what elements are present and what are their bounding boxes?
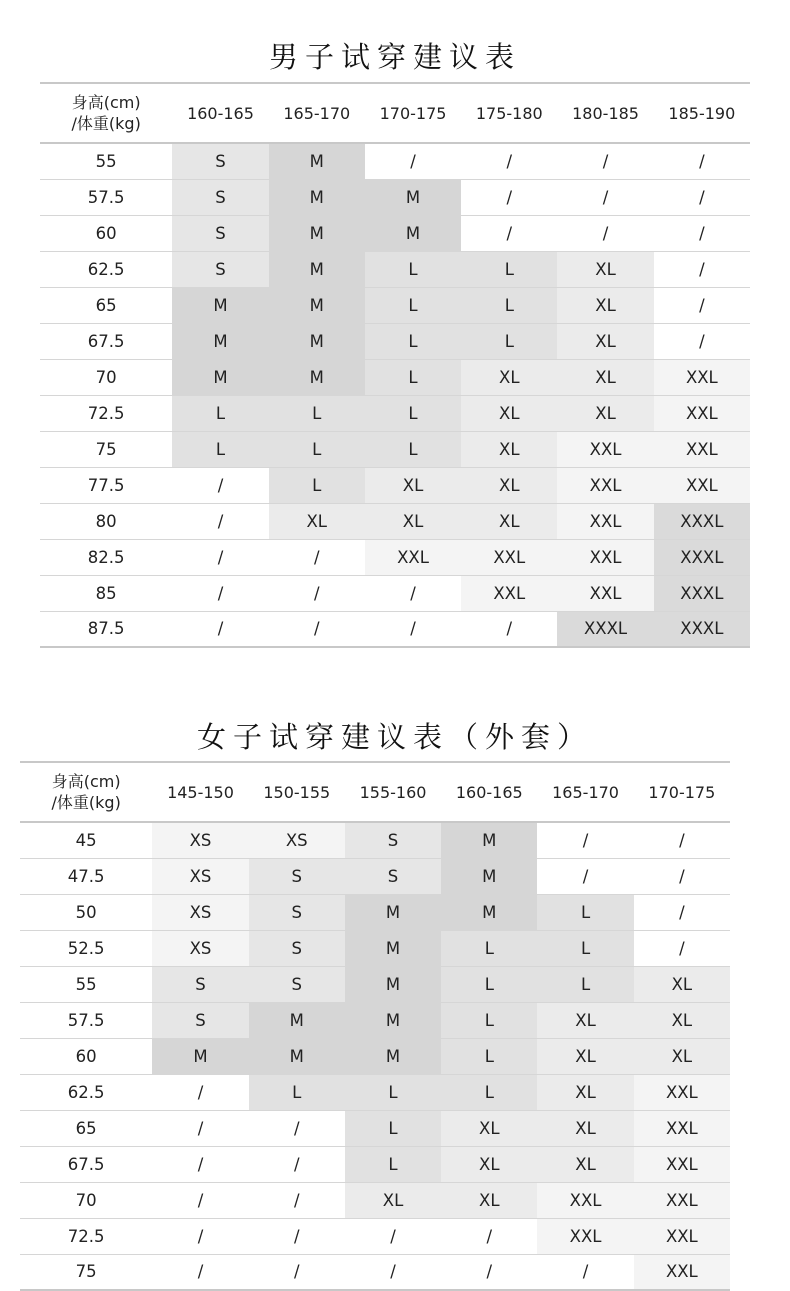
size-cell: XL — [537, 1038, 633, 1074]
size-cell: / — [441, 1218, 537, 1254]
size-cell: / — [249, 1146, 345, 1182]
size-cell: XXL — [634, 1254, 730, 1290]
size-cell: L — [345, 1110, 441, 1146]
size-cell: / — [537, 858, 633, 894]
size-cell: L — [441, 966, 537, 1002]
size-cell: / — [249, 1218, 345, 1254]
size-cell: M — [269, 323, 365, 359]
weight-cell: 82.5 — [40, 539, 172, 575]
size-cell: / — [152, 1110, 248, 1146]
size-cell: M — [365, 215, 461, 251]
size-cell: XL — [461, 359, 557, 395]
weight-cell: 47.5 — [20, 858, 152, 894]
size-cell: L — [269, 467, 365, 503]
size-cell: XL — [557, 251, 653, 287]
size-cell: S — [172, 215, 268, 251]
size-cell: XL — [634, 1002, 730, 1038]
size-cell: / — [461, 143, 557, 179]
weight-cell: 85 — [40, 575, 172, 611]
size-cell: / — [634, 858, 730, 894]
size-cell: XXL — [557, 431, 653, 467]
table-row — [20, 1074, 730, 1110]
table-row — [20, 894, 730, 930]
size-cell: XXL — [537, 1182, 633, 1218]
size-cell: M — [441, 858, 537, 894]
women-table-title: 女子试穿建议表（外套） — [196, 720, 593, 755]
size-cell: M — [345, 966, 441, 1002]
weight-cell: 77.5 — [40, 467, 172, 503]
height-header: 180-185 — [557, 83, 653, 143]
size-cell: / — [654, 323, 750, 359]
size-cell: XS — [152, 822, 248, 858]
corner-label — [20, 762, 152, 822]
weight-cell: 55 — [40, 143, 172, 179]
weight-cell: 62.5 — [20, 1074, 152, 1110]
weight-cell: 55 — [20, 966, 152, 1002]
table-row — [20, 822, 730, 858]
size-cell: XXL — [461, 539, 557, 575]
size-cell: M — [152, 1038, 248, 1074]
size-cell: / — [269, 611, 365, 647]
table-row — [20, 1182, 730, 1218]
table-row — [40, 575, 750, 611]
size-cell: XL — [345, 1182, 441, 1218]
table-row — [20, 1254, 730, 1290]
size-cell: XL — [461, 431, 557, 467]
size-cell: S — [152, 1002, 248, 1038]
size-cell: L — [345, 1146, 441, 1182]
table-row — [20, 966, 730, 1002]
size-cell: M — [441, 822, 537, 858]
size-cell: L — [345, 1074, 441, 1110]
size-cell: XL — [537, 1146, 633, 1182]
height-unit-label: 身高(cm) — [51, 772, 121, 791]
size-cell: XXXL — [654, 611, 750, 647]
size-cell: / — [461, 179, 557, 215]
size-cell: S — [249, 930, 345, 966]
size-cell: / — [654, 215, 750, 251]
size-cell: S — [249, 858, 345, 894]
size-cell: M — [345, 930, 441, 966]
size-cell: XL — [557, 395, 653, 431]
size-cell: L — [249, 1074, 345, 1110]
size-cell: M — [269, 179, 365, 215]
size-cell: / — [172, 611, 268, 647]
table-row — [40, 431, 750, 467]
size-cell: XXL — [634, 1074, 730, 1110]
size-cell: / — [441, 1254, 537, 1290]
size-cell: L — [365, 359, 461, 395]
size-cell: L — [269, 431, 365, 467]
size-cell: / — [152, 1074, 248, 1110]
size-cell: L — [172, 395, 268, 431]
table-row — [40, 287, 750, 323]
size-cell: L — [365, 395, 461, 431]
size-cell: S — [249, 966, 345, 1002]
size-cell: XL — [269, 503, 365, 539]
table-row — [40, 323, 750, 359]
size-cell: XXL — [557, 467, 653, 503]
size-cell: / — [557, 179, 653, 215]
size-cell: / — [654, 287, 750, 323]
size-cell: / — [365, 143, 461, 179]
size-cell: XXL — [654, 467, 750, 503]
table-row — [20, 1218, 730, 1254]
size-cell: XS — [249, 822, 345, 858]
size-cell: L — [537, 894, 633, 930]
size-cell: M — [269, 287, 365, 323]
size-cell: XL — [441, 1146, 537, 1182]
height-header: 150-155 — [249, 762, 345, 822]
size-cell: L — [461, 323, 557, 359]
size-cell: XL — [365, 467, 461, 503]
weight-cell: 62.5 — [40, 251, 172, 287]
height-header: 160-165 — [172, 83, 268, 143]
size-cell: XL — [557, 323, 653, 359]
size-cell: M — [441, 894, 537, 930]
size-cell: / — [172, 503, 268, 539]
size-cell: XXXL — [654, 575, 750, 611]
size-cell: / — [537, 1254, 633, 1290]
size-cell: L — [461, 287, 557, 323]
size-cell: L — [441, 1074, 537, 1110]
size-cell: XXL — [654, 359, 750, 395]
size-cell: / — [345, 1254, 441, 1290]
table-row — [20, 1002, 730, 1038]
size-cell: XL — [461, 395, 557, 431]
size-cell: XXL — [557, 503, 653, 539]
size-cell: L — [441, 930, 537, 966]
weight-cell: 70 — [40, 359, 172, 395]
size-cell: M — [269, 251, 365, 287]
women-size-table — [20, 761, 730, 1291]
size-cell: / — [634, 822, 730, 858]
size-cell: S — [345, 858, 441, 894]
table-row — [40, 395, 750, 431]
weight-cell: 87.5 — [87, 619, 125, 639]
size-cell: S — [172, 143, 268, 179]
table-row — [40, 359, 750, 395]
size-cell: XXL — [634, 1110, 730, 1146]
size-cell: L — [441, 1002, 537, 1038]
size-cell: / — [654, 179, 750, 215]
size-cell: XXL — [557, 539, 653, 575]
size-cell: / — [557, 215, 653, 251]
table-row — [20, 1110, 730, 1146]
size-cell: M — [365, 179, 461, 215]
size-cell: / — [172, 539, 268, 575]
table-row — [40, 503, 750, 539]
weight-cell: 72.5 — [40, 395, 172, 431]
size-cell: XL — [557, 287, 653, 323]
size-cell: XL — [461, 467, 557, 503]
size-cell: L — [365, 287, 461, 323]
height-header: 145-150 — [152, 762, 248, 822]
size-cell: / — [152, 1182, 248, 1218]
table-row — [40, 539, 750, 575]
weight-cell: 50 — [20, 894, 152, 930]
size-cell: S — [345, 822, 441, 858]
weight-cell: 70 — [20, 1182, 152, 1218]
size-cell: M — [345, 1038, 441, 1074]
size-cell: / — [269, 575, 365, 611]
size-cell: / — [249, 1182, 345, 1218]
size-cell: / — [634, 930, 730, 966]
size-cell: / — [269, 539, 365, 575]
size-cell: / — [152, 1254, 248, 1290]
weight-cell: 72.5 — [20, 1218, 152, 1254]
size-cell: / — [365, 575, 461, 611]
weight-cell: 65 — [20, 1110, 152, 1146]
size-cell: L — [537, 966, 633, 1002]
table-row — [40, 179, 750, 215]
height-header: 155-160 — [345, 762, 441, 822]
size-cell: XXL — [654, 395, 750, 431]
height-unit-label: 身高(cm) — [71, 93, 141, 112]
size-cell: S — [172, 251, 268, 287]
height-header: 170-175 — [634, 762, 730, 822]
weight-cell: 52.5 — [20, 930, 152, 966]
size-cell: / — [537, 822, 633, 858]
size-cell: S — [172, 179, 268, 215]
weight-cell: 57.5 — [20, 1002, 152, 1038]
size-cell: L — [365, 323, 461, 359]
weight-cell: 60 — [40, 215, 172, 251]
size-cell: S — [152, 966, 248, 1002]
size-cell: M — [269, 143, 365, 179]
size-cell: / — [654, 143, 750, 179]
size-cell: / — [172, 467, 268, 503]
size-cell: M — [172, 323, 268, 359]
size-cell: M — [269, 215, 365, 251]
size-cell: XXL — [557, 575, 653, 611]
weight-cell: 75 — [40, 431, 172, 467]
table-row — [20, 858, 730, 894]
size-cell: XXL — [537, 1218, 633, 1254]
size-cell: XL — [365, 503, 461, 539]
size-cell: XXL — [634, 1218, 730, 1254]
size-cell: S — [249, 894, 345, 930]
size-cell: M — [249, 1038, 345, 1074]
size-cell: XL — [537, 1074, 633, 1110]
table-row — [20, 930, 730, 966]
size-cell: M — [172, 287, 268, 323]
header-row — [20, 762, 730, 822]
men-size-table — [40, 82, 750, 648]
weight-unit-label: /体重(kg) — [71, 114, 141, 133]
size-cell: L — [269, 395, 365, 431]
size-cell: XL — [557, 359, 653, 395]
corner-label — [40, 83, 172, 143]
size-cell: / — [172, 575, 268, 611]
size-cell: M — [249, 1002, 345, 1038]
size-cell: M — [269, 359, 365, 395]
size-cell: XS — [152, 894, 248, 930]
table-row — [20, 1146, 730, 1182]
height-header: 170-175 — [365, 83, 461, 143]
size-cell: L — [461, 251, 557, 287]
size-cell: XL — [634, 1038, 730, 1074]
size-cell: / — [461, 215, 557, 251]
table-row — [40, 143, 750, 179]
weight-cell: 60 — [20, 1038, 152, 1074]
size-cell: XS — [152, 930, 248, 966]
size-cell: / — [249, 1254, 345, 1290]
size-cell: / — [461, 611, 557, 647]
men-table-title: 男子试穿建议表 — [268, 40, 521, 75]
table-row — [40, 467, 750, 503]
weight-cell: 80 — [40, 503, 172, 539]
size-cell: L — [441, 1038, 537, 1074]
size-cell: / — [557, 143, 653, 179]
size-cell: / — [249, 1110, 345, 1146]
size-cell: XXL — [634, 1146, 730, 1182]
height-header: 165-170 — [269, 83, 365, 143]
size-cell: XL — [634, 966, 730, 1002]
table-row — [40, 215, 750, 251]
size-cell: XXXL — [654, 539, 750, 575]
size-cell: / — [152, 1218, 248, 1254]
size-cell: / — [345, 1218, 441, 1254]
size-cell: XXXL — [557, 611, 653, 647]
size-cell: L — [365, 251, 461, 287]
size-cell: M — [172, 359, 268, 395]
size-cell: XL — [537, 1002, 633, 1038]
size-cell: / — [365, 611, 461, 647]
table-row — [40, 611, 750, 647]
weight-cell: 57.5 — [40, 179, 172, 215]
size-cell: M — [345, 894, 441, 930]
table-row — [20, 1038, 730, 1074]
size-cell: XXL — [634, 1182, 730, 1218]
size-cell: XL — [441, 1182, 537, 1218]
size-cell: L — [172, 431, 268, 467]
size-cell: XL — [441, 1110, 537, 1146]
size-cell: M — [345, 1002, 441, 1038]
table-row — [40, 251, 750, 287]
size-cell: / — [654, 251, 750, 287]
size-cell: XXL — [461, 575, 557, 611]
weight-cell: 45 — [20, 822, 152, 858]
height-header: 185-190 — [654, 83, 750, 143]
header-row — [40, 83, 750, 143]
weight-unit-label: /体重(kg) — [51, 793, 121, 812]
size-cell: XXL — [365, 539, 461, 575]
size-cell: XL — [461, 503, 557, 539]
size-cell: L — [365, 431, 461, 467]
height-header: 165-170 — [537, 762, 633, 822]
size-cell: XXL — [654, 431, 750, 467]
weight-cell: 75 — [75, 1262, 97, 1282]
size-cell: L — [537, 930, 633, 966]
height-header: 160-165 — [441, 762, 537, 822]
size-cell: XL — [537, 1110, 633, 1146]
weight-cell: 67.5 — [40, 323, 172, 359]
size-cell: / — [152, 1146, 248, 1182]
size-cell: / — [634, 894, 730, 930]
weight-cell: 65 — [40, 287, 172, 323]
size-cell: XS — [152, 858, 248, 894]
size-cell: XXXL — [654, 503, 750, 539]
weight-cell: 67.5 — [20, 1146, 152, 1182]
height-header: 175-180 — [461, 83, 557, 143]
